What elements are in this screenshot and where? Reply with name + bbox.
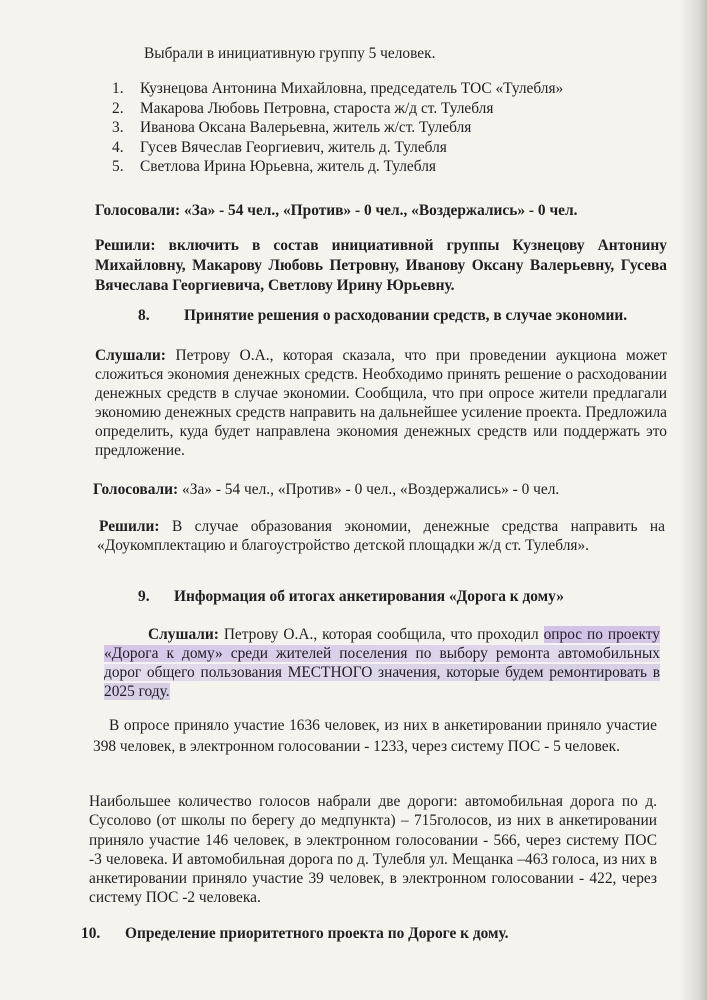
list-item: 1. Кузнецова Антонина Михайловна, председатель ТОС «Тулебля» [112, 80, 564, 97]
survey-results: Наибольшее количество голосов набрали две дороги: автомобильная дорога по д. Сусолово (от школы по берегу до медпункта) – 715голосов, из них в анкетировании приняло участие 146 человек, в электронном голосовании - 566, через систему ПОС -3 человека. И автомобильная дорога по д. Тулебля ул. Мещанка –463 голоса, из них в анкетировании приняло участие 39 человек, в электронном голосовании - 422, через систему ПОС -2 человека. [89, 793, 657, 907]
section-8-decision [97, 517, 665, 555]
section-8-heading [138, 306, 678, 325]
section-8-vote [93, 480, 653, 499]
section-10-heading [81, 924, 641, 943]
section-8-title: Принятие решения о расходовании средств, в случае экономии. [184, 307, 628, 324]
decided-text: В случае образования экономии, денежные средства направить на «Доукомплектацию и благоустройство детской площадки ж/д ст. Тулебля». [97, 518, 665, 554]
survey-participation: В опросе приняло участие 1636 человек, из них в анкетировании приняло участие 398 человек, в электронном голосовании - 1233, через систему ПОС - 5 человек. [93, 717, 657, 755]
vote-label: Голосовали: [93, 481, 179, 498]
decision-1: Решили: включить в состав инициативной группы Кузнецову Антонину Михайловну, Макарову Любовь Петровну, Иванову Оксану Валерьевну, Гусева Вячеслава Георгиевича, Светлову Ирину Юрьевну. [95, 237, 667, 294]
initiative-group-list [112, 79, 632, 177]
list-item: 5. Светлова Ирина Юрьевна, житель д. Тулебля [112, 158, 436, 176]
section-9-title: Информация об итогах анкетирования «Дорога к дому» [174, 588, 564, 605]
list-item: 3. Иванова Оксана Валерьевна, житель ж/ст. Тулебля [112, 119, 472, 137]
section-10-number: 10. [81, 925, 101, 942]
page-edge-shadow [679, 0, 707, 1000]
list-item: 2. Макарова Любовь Петровна, староста ж/д ст. Тулебля [112, 99, 494, 117]
vote-text: «За» - 54 чел., «Против» - 0 чел., «Воздержались» - 0 чел. [178, 481, 560, 498]
section-10-title: Определение приоритетного проекта по Дороге к дому. [125, 925, 509, 942]
section-9-number: 9. [138, 588, 150, 605]
heard-text: Петрову О.А., которая сообщила, что проходил [218, 626, 544, 643]
decided-label: Решили: [99, 518, 160, 535]
heard-label: Слушали: [148, 626, 219, 643]
section-8-heard [95, 346, 667, 460]
intro-text: Выбрали в инициативную группу 5 человек. [144, 45, 436, 62]
section-9-heading [138, 587, 658, 606]
list-item: 4. Гусев Вячеслав Георгиевич, житель д. Тулебля [112, 138, 447, 156]
section-8-number: 8. [138, 307, 150, 324]
heard-label: Слушали: [95, 347, 166, 364]
highlighted-text: опрос по проекту «Дорога к дому» среди жителей поселения по выбору ремонта автомобильных дорог общего пользования МЕСТНОГО значения, которые будем ремонтировать в 2025 году. [104, 626, 660, 700]
vote-result-1: Голосовали: «За» - 54 чел., «Против» - 0 чел., «Воздержались» - 0 чел. [95, 202, 578, 219]
section-9-heard [104, 625, 660, 701]
heard-text: Петрову О.А., которая сказала, что при проведении аукциона может сложиться экономия денежных средств. Необходимо принять решение о расходовании денежных средств в случае экономии. Сообщила, что при опросе жители предлагали экономию денежных средств направить на дальнейшее усиление проекта. Предложила определить, куда будет направлена экономия денежных средств или поддержать это предложение. [95, 347, 667, 459]
